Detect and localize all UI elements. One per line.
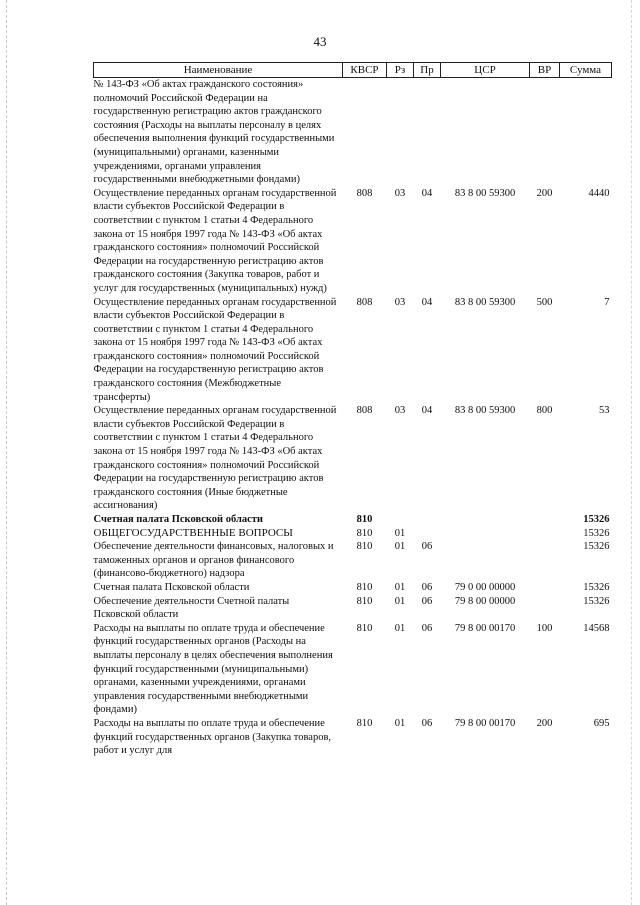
cell-name: Обеспечение деятельности финансовых, налоговых и таможенных органов и органов финансового (финансово-бюджетного) надзора: [93, 541, 334, 580]
cell-rz: 01: [394, 595, 406, 607]
cell-rz: 03: [394, 405, 406, 417]
cell-kvsr: 810: [356, 541, 373, 553]
cell-csr: [441, 513, 530, 527]
cell-csr: 83 8 00 59300: [454, 405, 516, 417]
cell-pr: 06: [421, 541, 433, 553]
scan-left-margin: [6, 0, 7, 905]
cell-name: Счетная палата Псковской области: [93, 581, 250, 593]
cell-pr: 04: [421, 405, 433, 417]
cell-vr: 200: [536, 187, 553, 199]
cell-sum: 15326: [583, 541, 610, 553]
table-row: [94, 540, 612, 581]
table-body: [94, 78, 612, 758]
cell-vr: 100: [536, 622, 553, 634]
cell-vr: [530, 78, 560, 187]
table-row: [94, 527, 612, 541]
table-row: [94, 595, 612, 622]
cell-name: Расходы на выплаты по оплате труда и обеспечение функций государственных органов (Расходы на выплаты персоналу в целях обеспечения выполнения функций государственными (муниципальными) органами, казенными учреждениями, органами управления государственными внебюджетными фондами): [93, 622, 333, 716]
cell-kvsr: 810: [356, 717, 373, 729]
header-rz: Рз: [387, 63, 414, 78]
cell-csr: 83 8 00 59300: [454, 187, 516, 199]
cell-name: Счетная палата Псковской области: [93, 514, 263, 525]
header-pr: Пр: [414, 63, 441, 78]
cell-csr: [441, 540, 530, 581]
table-row: [94, 513, 612, 527]
cell-rz: 03: [394, 296, 406, 308]
cell-kvsr: 808: [356, 296, 373, 308]
cell-vr: [530, 540, 560, 581]
header-csr: ЦСР: [441, 63, 530, 78]
cell-sum: [560, 78, 612, 187]
cell-name: № 143-ФЗ «Об актах гражданского состояния» полномочий Российской Федерации на государственную регистрацию актов гражданского состояния (Расходы на выплаты персоналу в целях обеспечения выполнения функций государственными (муниципальными) органами, казенными учреждениями, органами управления государственными внебюджетными фондами): [93, 79, 335, 186]
cell-pr: 06: [421, 595, 433, 607]
cell-name: Осуществление переданных органам государственной власти субъектов Российской Федерации в соответствии с пунктом 1 статьи 4 Федерального закона от 15 ноября 1997 года № 143-ФЗ «Об актах гражданского состояния» полномочий Российской Федерации на государственную регистрацию актов гражданского состояния (Межбюджетные трансферты): [93, 296, 337, 403]
header-kvsr: КВСР: [343, 63, 387, 78]
header-vr: ВР: [530, 63, 560, 78]
cell-sum: 15326: [583, 595, 610, 607]
cell-rz: [387, 513, 414, 527]
cell-sum: 15326: [583, 527, 610, 539]
table-row: [94, 78, 612, 187]
cell-csr: 79 8 00 00170: [454, 717, 516, 729]
cell-csr: [441, 78, 530, 187]
cell-kvsr: 810: [356, 622, 373, 634]
cell-csr: 79 0 00 00000: [454, 581, 516, 593]
cell-vr: [530, 581, 560, 595]
cell-csr: [441, 527, 530, 541]
cell-rz: 01: [394, 527, 406, 539]
cell-rz: 01: [394, 541, 406, 553]
cell-pr: 06: [421, 622, 433, 634]
cell-kvsr: [343, 78, 387, 187]
cell-csr: 83 8 00 59300: [454, 296, 516, 308]
cell-rz: 01: [394, 717, 406, 729]
table-row: [94, 717, 612, 758]
cell-rz: 01: [394, 581, 406, 593]
page-number: 43: [313, 34, 327, 49]
cell-sum: 14568: [583, 622, 610, 634]
cell-vr: [530, 527, 560, 541]
table-row: [94, 187, 612, 296]
cell-sum: 7: [604, 296, 610, 308]
cell-vr: 800: [536, 405, 553, 417]
cell-pr: [414, 527, 441, 541]
cell-sum: 695: [593, 717, 610, 729]
cell-pr: [414, 78, 441, 187]
cell-sum: 15326: [583, 581, 610, 593]
cell-kvsr: 810: [356, 514, 373, 525]
cell-name: Обеспечение деятельности Счетной палаты Псковской области: [93, 595, 290, 621]
budget-table: [93, 62, 612, 758]
cell-vr: [530, 513, 560, 527]
cell-name: Осуществление переданных органам государственной власти субъектов Российской Федерации в соответствии с пунктом 1 статьи 4 Федерального закона от 15 ноября 1997 года № 143-ФЗ «Об актах гражданского состояния» полномочий Российской Федерации на государственную регистрацию актов гражданского состояния (Закупка товаров, работ и услуг для государственных (муниципальных) нужд): [93, 187, 337, 294]
cell-kvsr: 808: [356, 405, 373, 417]
cell-kvsr: 810: [356, 581, 373, 593]
table-header-row: [94, 63, 612, 78]
cell-kvsr: 808: [356, 187, 373, 199]
table-row: [94, 581, 612, 595]
table-row: [94, 296, 612, 405]
cell-vr: 200: [536, 717, 553, 729]
cell-rz: 01: [394, 622, 406, 634]
cell-pr: 06: [421, 717, 433, 729]
cell-sum: 53: [599, 405, 610, 417]
header-sum: Сумма: [560, 63, 612, 78]
cell-name: ОБЩЕГОСУДАРСТВЕННЫЕ ВОПРОСЫ: [93, 526, 293, 539]
cell-pr: 04: [421, 187, 433, 199]
cell-name: Осуществление переданных органам государственной власти субъектов Российской Федерации в соответствии с пунктом 1 статьи 4 Федерального закона от 15 ноября 1997 года № 143-ФЗ «Об актах гражданского состояния» полномочий Российской Федерации на государственную регистрацию актов гражданского состояния (Иные бюджетные ассигнования): [93, 405, 337, 512]
cell-csr: 79 8 00 00170: [454, 622, 516, 634]
table-row: [94, 622, 612, 717]
cell-kvsr: 810: [356, 595, 373, 607]
cell-sum: 4440: [588, 187, 610, 199]
cell-rz: [387, 78, 414, 187]
cell-rz: 03: [394, 187, 406, 199]
header-name: Наименование: [94, 63, 343, 78]
cell-name: Расходы на выплаты по оплате труда и обеспечение функций государственных органов (Закупка товаров, работ и услуг для: [93, 717, 332, 757]
cell-kvsr: 810: [356, 527, 373, 539]
table-row: [94, 404, 612, 513]
cell-vr: [530, 595, 560, 622]
cell-vr: 500: [536, 296, 553, 308]
scan-right-margin: [631, 0, 632, 905]
cell-pr: 04: [421, 296, 433, 308]
cell-csr: 79 8 00 00000: [454, 595, 516, 607]
cell-pr: 06: [421, 581, 433, 593]
cell-sum: 15326: [583, 514, 610, 525]
cell-pr: [414, 513, 441, 527]
